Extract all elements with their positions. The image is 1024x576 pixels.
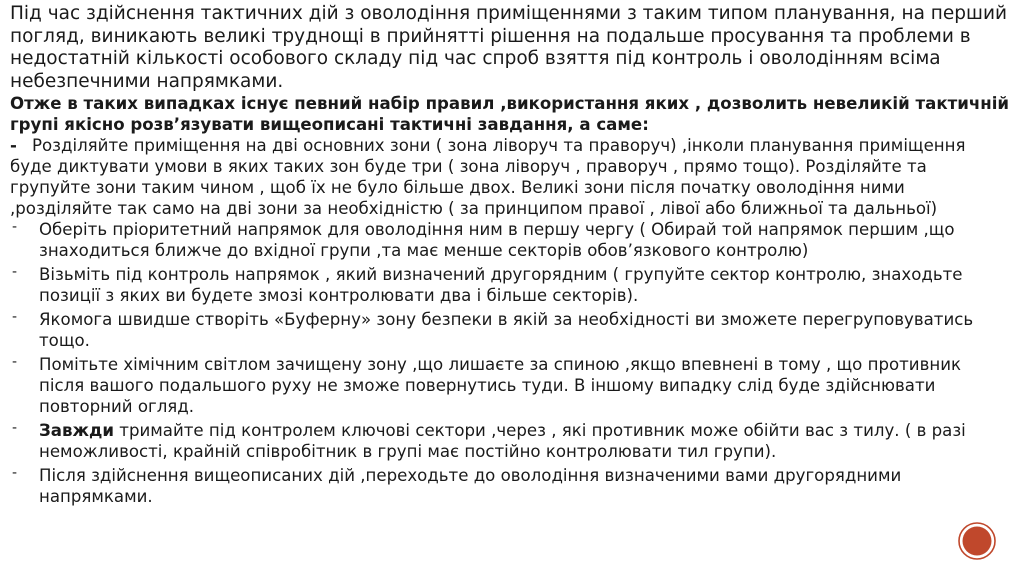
rule-item-next <box>10 465 1010 507</box>
rule-item-buffer <box>10 309 1010 351</box>
rule-item-secondary <box>10 264 1010 306</box>
bullet-marker: - <box>12 465 18 481</box>
bullet-marker: - <box>12 264 18 280</box>
rule-text: тримайте під контролем ключові сектори ,через , які противник може обійти вас з тилу. ( в разі неможливості, крайній співробітник в групі має постійно контролювати тил групи). <box>39 421 966 461</box>
rules-heading: Отже в таких випадках існує певний набір правил ,використання яких , дозволить невеликій тактичній групі якісно розв’язувати вищеописані тактичні завдання, а саме: <box>10 94 1010 134</box>
rule-text: Оберіть пріоритетний напрямок для оволодіння ним в першу чергу ( Обирай той напрямок першим ,що знаходиться ближче до вхідної групи ,та має менше секторів обов’язкового контролю) <box>39 220 955 260</box>
rule-text: Візьміть під контроль напрямок , який визначений другорядним ( групуйте сектор контролю, знаходьте позиції з яких ви будете змозі контролювати два і більше секторів). <box>39 265 963 305</box>
rule-text: Помітьте хімічним світлом зачищену зону ,що лишаєте за спиною ,якщо впевнені в тому , що противник після вашого подальшого руху не зможе повернутись туди. В іншому випадку слід буде здійснювати повторний огляд. <box>39 355 962 416</box>
intro-paragraph: Під час здійснення тактичних дій з оволодіння приміщеннями з таким типом планування, на перший погляд, виникають великі труднощі в прийнятті рішення на подальше просування та проблеми в недостатній кількості особового складу під час спроб взяття під контроль і оволодінням всіма небезпечними напрямками. <box>10 3 1008 92</box>
rule-item-always <box>10 420 1010 462</box>
rule-text: Якомога швидше створіть «Буферну» зону безпеки в якій за необхідності ви зможете перегруповуватись тощо. <box>39 310 974 350</box>
slide-ornament-icon <box>957 521 997 561</box>
bullet-marker: - <box>12 309 18 325</box>
rule-text: Після здійснення вищеописаних дій ,переходьте до оволодіння визначеними вами другорядними напрямками. <box>39 466 902 506</box>
bullet-marker: - <box>12 420 18 436</box>
slide-content <box>10 3 1010 510</box>
rule-item-mark-zone <box>10 354 1010 417</box>
rules-list <box>10 219 1010 507</box>
first-rule-text: Розділяйте приміщення на дві основних зони ( зона ліворуч та праворуч) ,інколи планування приміщення буде диктувати умови в яких таких зон буде три ( зона ліворуч , праворуч , прямо тощо). Розділяйте та групуйте зони таким чином , щоб їх не було більше двох. Великі зони після початку оволодіння ними ,розділяйте так само на дві зони за необхідністю ( за принципом правої , лівої або ближньої та дальньої) <box>10 136 966 218</box>
bullet-marker: - <box>12 219 18 235</box>
rule-emphasis: Завжди <box>39 421 115 440</box>
rule-item-priority <box>10 219 1010 261</box>
first-rule-dash: - <box>10 136 17 155</box>
bullet-marker: - <box>12 354 18 370</box>
first-rule <box>10 135 1010 219</box>
